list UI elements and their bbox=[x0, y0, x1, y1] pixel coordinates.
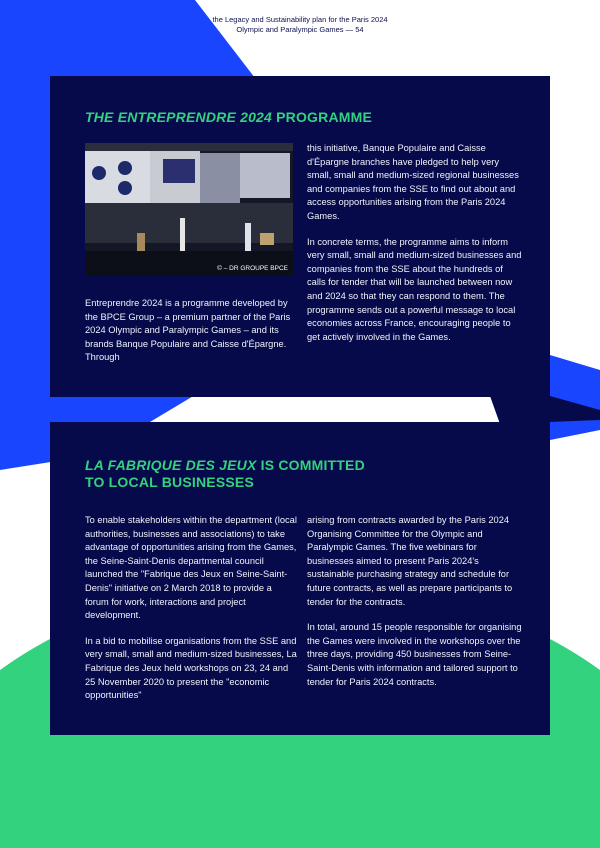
section1-right-column bbox=[307, 142, 522, 356]
page-header bbox=[0, 15, 600, 34]
section2-right-p1: arising from contracts awarded by the Paris 2024 Organising Committee for the Olympic and Paralympic Games. The five webinars for businesses aimed to present Paris 2024's sustainable purchasing strategy and schedule for future contracts, as well as prepare participants to tender for the contracts. bbox=[307, 515, 513, 607]
section2-title bbox=[85, 457, 365, 491]
section2-title-italic: LA FABRIQUE DES JEUX bbox=[85, 457, 257, 473]
section1-title-italic: THE ENTREPRENDRE 2024 bbox=[85, 109, 273, 125]
photo-credit: © – DR GROUPE BPCE bbox=[217, 265, 288, 272]
section1-right-p2: In concrete terms, the programme aims to inform very small, small and medium-sized businesses and companies from the SSE about the hundreds of calls for tender that will be launched between now and 2024 so that they can respond to them. The programme sends out a powerful message to local economies across France, encouraging people to get actively involved in the Games. bbox=[307, 236, 522, 342]
section2-right-column bbox=[307, 514, 522, 701]
section2-left-p2: In a bid to mobilise organisations from the SSE and very small, small and medium-sized businesses, La Fabrique des Jeux held workshops on 23, 24 and 25 November 2020 to present the "economic opportunities" bbox=[85, 635, 297, 701]
header-line-2: Olympic and Paralympic Games — 54 bbox=[236, 24, 364, 34]
section2-right-p2: In total, around 15 people responsible for organising the Games were involved in the workshops over the three days, providing 450 businesses from Seine-Saint-Denis with information and tailored support to tender for Paris 2024 contracts. bbox=[307, 622, 522, 687]
section1-left-column bbox=[85, 297, 297, 377]
entreprendre-panel bbox=[50, 76, 550, 397]
section2-left-column bbox=[85, 514, 297, 715]
section1-title-rest: PROGRAMME bbox=[272, 109, 373, 125]
event-photo bbox=[85, 143, 293, 276]
section2-title-line-2: TO LOCAL BUSINESSES bbox=[85, 474, 254, 490]
blue-shape-right bbox=[550, 355, 600, 440]
section2-title-line-1 bbox=[85, 457, 365, 474]
section1-right-p1: this initiative, Banque Populaire and Caisse d'Épargne branches have pledged to help very small, small and medium-sized regional businesses and companies from the SSE to find out about and access opportunities arising from the Paris 2024 Games. bbox=[307, 143, 519, 221]
section1-left-text: Entreprendre 2024 is a programme developed by the BPCE Group – a premium partner of the Paris 2024 Olympic and Paralympic Games – and its brands Banque Populaire and Caisse d'Épargne. Through bbox=[85, 298, 291, 363]
section2-left-p1: To enable stakeholders within the department (local authorities, businesses and associations) to take advantage of opportunities arising from the Games, the Seine-Saint-Denis departmental council launched the "Fabrique des Jeux en Seine-Saint-Denis" initiative on 2 March 2018 to provide a forum for work, interactions and project development. bbox=[85, 515, 297, 621]
fabrique-panel bbox=[50, 422, 550, 735]
header-line-1: the Legacy and Sustainability plan for the Paris 2024 bbox=[212, 15, 388, 24]
section1-title bbox=[85, 109, 372, 126]
event-photo-drawing bbox=[85, 143, 293, 276]
section2-title-rest: IS COMMITTED bbox=[256, 457, 365, 473]
